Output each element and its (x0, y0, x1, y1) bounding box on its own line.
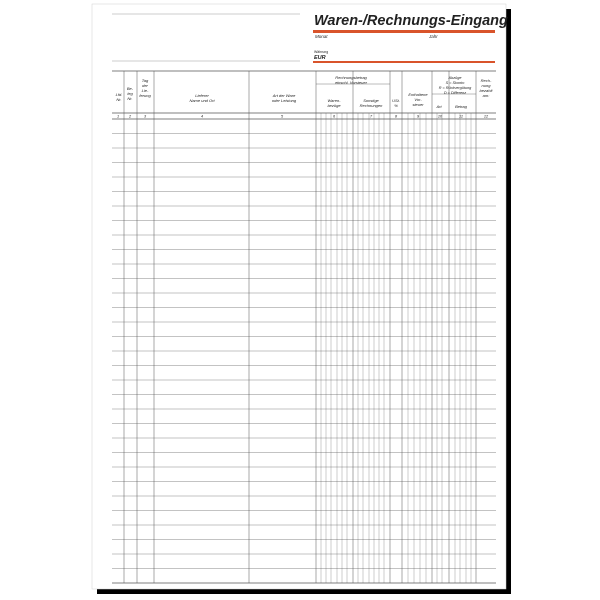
header-line: D = Differenz (443, 91, 467, 95)
header-line: Waren- (327, 98, 341, 103)
header-line: Lieferer (195, 93, 209, 98)
header-line: nung (481, 83, 491, 88)
header-warenbezuege (327, 98, 341, 108)
header-line: einschl. Vorsteuer (335, 80, 367, 85)
header-line: am: (482, 93, 490, 98)
column-number: 3 (143, 114, 147, 119)
header-line: Art (436, 104, 442, 109)
header-line: Nr. (116, 97, 122, 102)
header-line: Vor- (414, 97, 422, 102)
header-lfd-nr (116, 92, 123, 102)
header-line: bezüge (327, 103, 341, 108)
header-line: R = Rückvergütung (438, 86, 472, 90)
header-rechnungsbetrag (335, 75, 368, 85)
header-line: Rech- (480, 78, 492, 83)
monat-label: Monat (315, 34, 328, 39)
column-number: 12 (483, 114, 489, 119)
form-title: Waren-/Rechnungs-Eingang (314, 13, 508, 29)
header-line: bezahlt (479, 88, 493, 93)
header-line: Lfd. (115, 92, 123, 97)
header-line: Betrag (455, 104, 467, 109)
column-number: 6 (332, 114, 336, 119)
column-number: 5 (280, 114, 284, 119)
title-bar-top (313, 30, 495, 33)
header-line: Be- (126, 86, 134, 91)
column-number: 4 (200, 114, 204, 119)
header-line: Abzüge (448, 76, 462, 80)
column-number: 11 (459, 114, 463, 119)
waehrung-label: Währung (314, 50, 329, 54)
header-betrag (455, 104, 468, 109)
column-number: 8 (394, 114, 398, 119)
header-line: oder Leistung (271, 98, 297, 103)
column-number: 7 (369, 114, 373, 119)
header-art (435, 104, 442, 109)
header-line: Sonstige (363, 98, 379, 103)
waehrung-value: EUR (314, 55, 326, 61)
header-line: der (142, 83, 148, 88)
header-line: Name und Ort (189, 98, 215, 103)
column-number: 10 (437, 114, 443, 119)
title-bar-bottom (313, 61, 495, 63)
column-number: 9 (416, 114, 420, 119)
header-line: Art der Ware (272, 93, 296, 98)
header-line: Tag (141, 78, 149, 83)
header-line: S = Skonto (445, 81, 465, 85)
column-number: 2 (128, 114, 132, 119)
header-art-der-ware (272, 93, 297, 103)
header-line: Rechnungsbetrag (335, 75, 367, 80)
header-line: steuer (412, 102, 424, 107)
header-line: Lie- (141, 88, 149, 93)
header-line: leg (127, 91, 133, 96)
jahr-label: Jahr (429, 34, 438, 39)
header-line: Enthaltene (408, 92, 428, 97)
column-number: 1 (116, 114, 120, 119)
header-line: Rechnungen (359, 103, 383, 108)
header-line: Nr. (127, 96, 133, 101)
header-line: % (394, 103, 398, 108)
header-line: USt. (392, 98, 400, 103)
header-line: ferung (139, 93, 151, 98)
